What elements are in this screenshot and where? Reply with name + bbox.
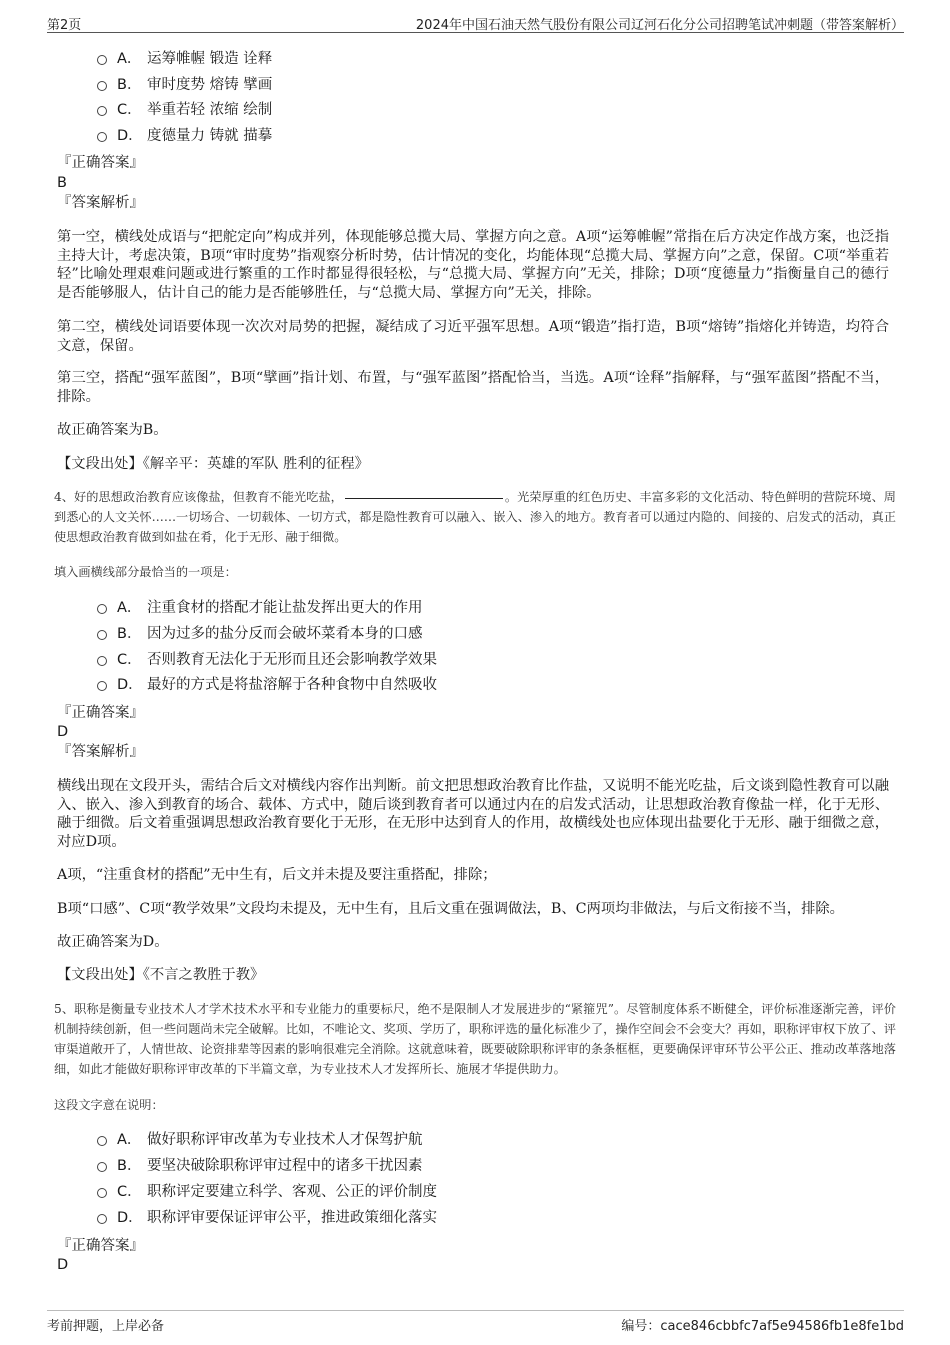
radio-icon[interactable] [97, 604, 107, 614]
q4-analysis-para-4: 故正确答案为D。 [57, 934, 169, 950]
q4-stem: 4、好的思想政治教育应该像盐，但教育不能光吃盐， 。光荣厚重的红色历史、丰富多彩的文化活动、特色鲜明的营院环境、周到悉心的人文关怀……一切场合、一切载体、一切方式，都是隐性教育可以融入、嵌入、渗入的地方。教育者可以通过内隐的、间接的、启发式的活动，真正使思想政治教育做到如盐在肴，化于无形、融于细微。 [54, 490, 896, 544]
radio-icon[interactable] [97, 55, 107, 65]
q4-answer-label: 『正确答案』 [57, 705, 144, 721]
radio-icon[interactable] [97, 1136, 107, 1146]
document-id: 编号：cace846cbbfc7af5e94586fb1e8fe1bd [621, 1319, 904, 1334]
q4-option-b[interactable]: B． 因为过多的盐分反而会破坏菜肴本身的口感 [97, 624, 423, 644]
q5-option-c[interactable]: C． 职称评定要建立科学、客观、公正的评价制度 [97, 1182, 437, 1202]
radio-icon[interactable] [97, 106, 107, 116]
q3-option-d[interactable]: D． 度德量力 铸就 描摹 [97, 126, 272, 146]
footer-slogan: 考前押题，上岸必备 [47, 1319, 165, 1334]
q3-option-a[interactable]: A． 运筹帷幄 锻造 诠释 [97, 49, 272, 69]
q5-stem: 5、职称是衡量专业技术人才学术技术水平和专业能力的重要标尺，绝不是限制人才发展进步的“紧箍咒”。尽管制度体系不断健全，评价标准逐渐完善，评价机制持续创新，但一些问题尚未完全破解。比如，不唯论文、奖项、学历了，职称评选的量化标准少了，操作空间会不会变大？再如，职称评审权下放了、评审渠道敞开了，人情世故、论资排辈等因素的影响很难完全消除。这就意味着，既要破除职称评审的条条框框，更要确保评审环节公平公正、推动改革落地落细，如此才能做好职称评审改革的下半篇文章，为专业技术人才发挥所长、施展才华提供助力。 [54, 1002, 896, 1076]
page-footer [47, 1310, 904, 1333]
q4-source: 【文段出处】《不言之教胜于教》 [57, 967, 265, 983]
page-header [47, 12, 904, 33]
q4-analysis-para-3: B项“口感”、C项“教学效果”文段均未提及，无中生有，且后文重在强调做法，B、C两项均非做法，与后文衔接不当，排除。 [57, 901, 844, 917]
q4-prompt: 填入画横线部分最恰当的一项是： [54, 565, 237, 579]
q3-analysis-para-1: 第一空，横线处成语与“把舵定向”构成并列，体现能够总揽大局、掌握方向之意。A项“运筹帷幄”常指在后方决定作战方案，也泛指主持大计，考虑决策，B项“审时度势”指观察分析时势，估计情况的变化，均能体现“总揽大局、掌握方向”之意，保留。C项“举重若轻”比喻处理艰难问题或进行繁重的工作时都显得很轻松，与“总揽大局、掌握方向”无关，排除；D项“度德量力”指衡量自己的德行是否能够服人，估计自己的能力是否能够胜任，与“总揽大局、掌握方向”无关，排除。 [57, 229, 889, 301]
q4-answer: D [57, 724, 69, 740]
radio-icon[interactable] [97, 132, 107, 142]
page-number: 第2页 [47, 18, 82, 33]
radio-icon[interactable] [97, 681, 107, 691]
radio-icon[interactable] [97, 81, 107, 91]
q3-analysis-label: 『答案解析』 [57, 195, 144, 211]
q3-answer: B [57, 175, 67, 191]
q3-analysis-para-2: 第二空，横线处词语要体现一次次对局势的把握，凝结成了习近平强军思想。A项“锻造”指打造，B项“熔铸”指熔化并铸造，均符合文意，保留。 [57, 319, 889, 354]
q5-answer: D [57, 1257, 69, 1273]
radio-icon[interactable] [97, 1188, 107, 1198]
q4-analysis-label: 『答案解析』 [57, 744, 144, 760]
q5-option-a[interactable]: A． 做好职称评审改革为专业技术人才保驾护航 [97, 1130, 423, 1150]
q5-answer-label: 『正确答案』 [57, 1238, 144, 1254]
q3-answer-label: 『正确答案』 [57, 155, 144, 171]
q4-analysis-para-1: 横线出现在文段开头，需结合后文对横线内容作出判断。前文把思想政治教育比作盐，又说明不能光吃盐，后文谈到隐性教育可以融入、嵌入、渗入到教育的场合、载体、方式中，随后谈到教育者可以通过内在的启发式活动，让思想政治教育像盐一样，化于无形、融于细微。后文着重强调思想政治教育要化于无形，在无形中达到育人的作用，故横线处也应体现出盐要化于无形、融于细微之意，对应D项。 [57, 778, 889, 850]
radio-icon[interactable] [97, 1214, 107, 1224]
q4-option-d[interactable]: D． 最好的方式是将盐溶解于各种食物中自然吸收 [97, 675, 437, 695]
q3-source: 【文段出处】《解辛平：英雄的军队 胜利的征程》 [57, 456, 369, 472]
q3-option-c[interactable]: C． 举重若轻 浓缩 绘制 [97, 100, 272, 120]
document-title: 2024年中国石油天然气股份有限公司辽河石化分公司招聘笔试冲刺题（带答案解析） [415, 18, 904, 33]
q4-analysis-para-2: A项，“注重食材的搭配”无中生有，后文并未提及要注重搭配，排除； [57, 867, 497, 883]
q5-option-d[interactable]: D． 职称评审要保证评审公平，推进政策细化落实 [97, 1208, 437, 1228]
radio-icon[interactable] [97, 630, 107, 640]
q5-option-b[interactable]: B． 要坚决破除职称评审过程中的诸多干扰因素 [97, 1156, 423, 1176]
answer-blank [345, 498, 503, 499]
radio-icon[interactable] [97, 656, 107, 666]
q3-analysis-para-3: 第三空，搭配“强军蓝图”，B项“擘画”指计划、布置，与“强军蓝图”搭配恰当，当选。A项“诠释”指解释，与“强军蓝图”搭配不当，排除。 [57, 370, 889, 405]
q3-analysis-para-4: 故正确答案为B。 [57, 422, 168, 438]
radio-icon[interactable] [97, 1162, 107, 1172]
q4-option-a[interactable]: A． 注重食材的搭配才能让盐发挥出更大的作用 [97, 598, 423, 618]
q5-prompt: 这段文字意在说明： [54, 1098, 164, 1112]
q4-option-c[interactable]: C． 否则教育无法化于无形而且还会影响教学效果 [97, 650, 437, 670]
q3-option-b[interactable]: B． 审时度势 熔铸 擘画 [97, 75, 272, 95]
